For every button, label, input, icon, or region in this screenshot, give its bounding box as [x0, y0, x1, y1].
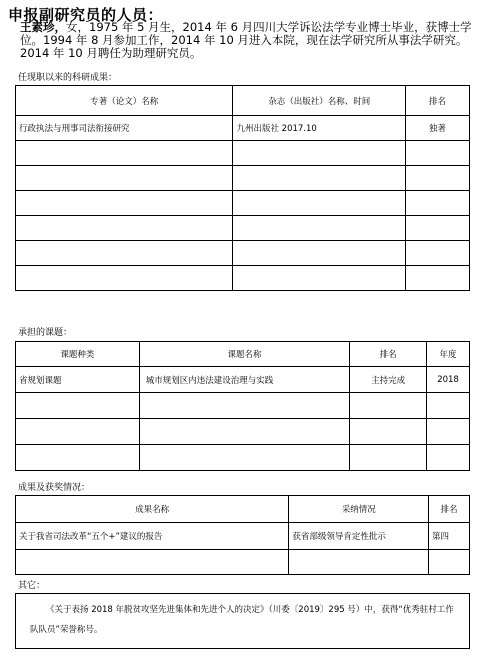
page-heading: 申报副研究员的人员： [8, 6, 164, 24]
cell [233, 216, 406, 241]
cell [16, 241, 233, 266]
cell [350, 393, 427, 419]
table-row [16, 266, 470, 291]
research-header: 排名 [406, 86, 470, 116]
projects-header: 排名 [350, 342, 427, 367]
table-row [16, 419, 470, 445]
cell [233, 266, 406, 291]
cell [427, 445, 470, 471]
cell [233, 166, 406, 191]
project-type-cell: 省规划课题 [16, 367, 140, 393]
applicant-name: 王素珍， [20, 20, 66, 34]
award-name-cell: 关于我省司法改革“五个+”建议的报告 [16, 523, 289, 550]
awards-header: 采纳情况 [289, 496, 429, 523]
awards-header: 成果名称 [16, 496, 289, 523]
cell [406, 191, 470, 216]
cell [16, 216, 233, 241]
project-name-cell: 城市规划区内违法建设治理与实践 [139, 367, 349, 393]
table-row [16, 241, 470, 266]
cell [16, 419, 140, 445]
cell [16, 166, 233, 191]
cell [139, 419, 349, 445]
cell [427, 393, 470, 419]
cell [16, 445, 140, 471]
cell [289, 550, 429, 575]
cell [406, 141, 470, 166]
cell [16, 550, 289, 575]
cell [350, 419, 427, 445]
table-row [16, 445, 470, 471]
table-row [16, 393, 470, 419]
cell [406, 241, 470, 266]
research-title-cell: 行政执法与刑事司法衔接研究 [16, 116, 233, 141]
projects-header: 课题名称 [139, 342, 349, 367]
research-header: 专著（论文）名称 [16, 86, 233, 116]
cell [16, 191, 233, 216]
projects-label: 承担的课题： [18, 328, 73, 338]
research-publisher-cell: 九州出版社 2017.10 [233, 116, 406, 141]
cell [406, 216, 470, 241]
cell [139, 393, 349, 419]
projects-header: 年度 [427, 342, 470, 367]
cell [233, 141, 406, 166]
cell [406, 266, 470, 291]
table-row [16, 523, 470, 550]
cell [16, 393, 140, 419]
awards-label: 成果及获奖情况： [18, 483, 91, 493]
award-rank-cell: 第四 [429, 523, 470, 550]
projects-table [15, 341, 470, 471]
cell [233, 191, 406, 216]
table-row [16, 141, 470, 166]
cell [16, 266, 233, 291]
research-header: 杂志（出版社）名称、时间 [233, 86, 406, 116]
award-adoption-cell: 获省部级领导肯定性批示 [289, 523, 429, 550]
project-year-cell: 2018 [427, 367, 470, 393]
cell [139, 445, 349, 471]
applicant-bio: 女，1975 年 5 月生，2014 年 6 月四川大学诉讼法学专业博士毕业，获博士学位。1994 年 8 月参加工作，2014 年 10 月进入本院，现在法学研究所从事法学研究。2014 年 10 月聘任为助理研究员。 [20, 20, 472, 61]
cell [233, 241, 406, 266]
cell [16, 141, 233, 166]
cell [429, 550, 470, 575]
table-row [16, 191, 470, 216]
cell [427, 419, 470, 445]
table-row [16, 367, 470, 393]
table-row [16, 216, 470, 241]
research-label: 任现职以来的科研成果： [18, 73, 118, 83]
applicant-intro [20, 21, 475, 61]
research-rank-cell: 独著 [406, 116, 470, 141]
other-text: 《关于表扬 2018 年脱贫攻坚先进集体和先进个人的决定》（川委〔2019〕295 号）中，获得“优秀驻村工作队队员”荣誉称号。 [30, 605, 454, 635]
table-row [16, 550, 470, 575]
table-row [16, 116, 470, 141]
cell [406, 166, 470, 191]
awards-table [15, 495, 470, 575]
awards-header: 排名 [429, 496, 470, 523]
other-box [15, 593, 470, 649]
projects-header: 课题种类 [16, 342, 140, 367]
project-rank-cell: 主持完成 [350, 367, 427, 393]
other-label: 其它： [18, 581, 46, 591]
table-row [16, 166, 470, 191]
cell [350, 445, 427, 471]
research-table [15, 85, 470, 291]
